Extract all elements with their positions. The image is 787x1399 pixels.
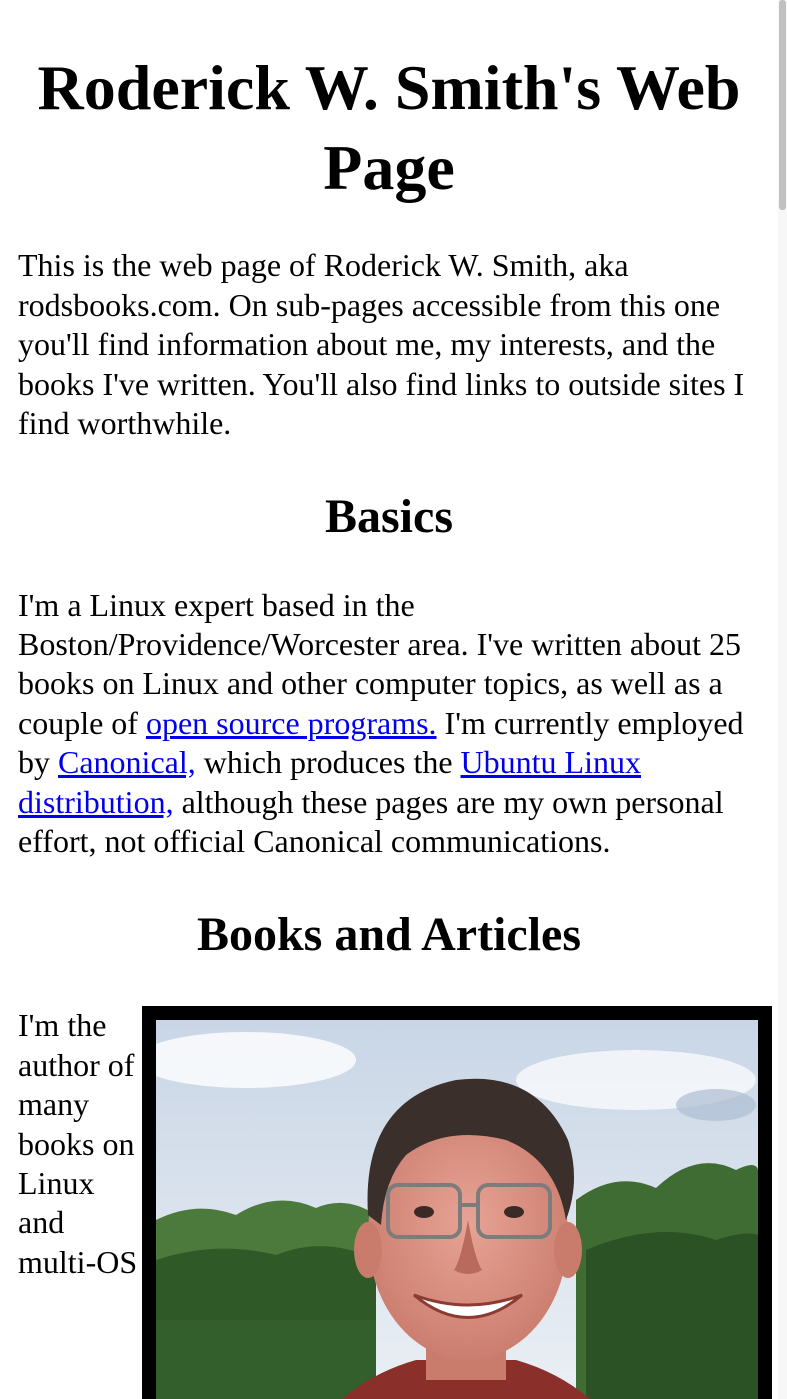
basics-heading: Basics bbox=[324, 489, 453, 543]
author-portrait-icon bbox=[156, 1020, 758, 1399]
intro-paragraph: This is the web page of Roderick W. Smith, aka rodsbooks.com. On sub-pages accessible from this one you'll find information about me, my interests, and the books I've written. You'll also find links to outside sites I find worthwhile. bbox=[18, 247, 745, 441]
basics-text-1: I'm a Linux expert based in the Boston/Providence/Worcester area. I've written about 25 books on Linux and other computer topics, as well as a couple of bbox=[18, 586, 741, 741]
basics-paragraph bbox=[18, 586, 760, 862]
canonical-link[interactable]: Canonical, bbox=[58, 744, 196, 781]
books-paragraph: I'm the author of many books on Linux and multi-OS bbox=[18, 1007, 138, 1280]
open-source-programs-link[interactable]: open source programs. bbox=[145, 704, 437, 741]
basics-text-4: although these pages are my own personal effort, not official Canonical communications. bbox=[18, 783, 724, 859]
scrollbar-thumb[interactable] bbox=[779, 0, 786, 210]
vertical-scrollbar[interactable] bbox=[778, 0, 787, 1399]
books-heading: Books and Articles bbox=[196, 908, 582, 962]
page-content bbox=[0, 48, 778, 1280]
basics-text-3: which produces the bbox=[195, 744, 461, 781]
basics-text-2: I'm currently employed by bbox=[18, 704, 744, 781]
page-title: Roderick W. Smith's Web Page bbox=[37, 52, 741, 203]
author-photo bbox=[142, 1006, 772, 1399]
ubuntu-linux-link[interactable]: Ubuntu Linux distribution, bbox=[18, 744, 641, 820]
